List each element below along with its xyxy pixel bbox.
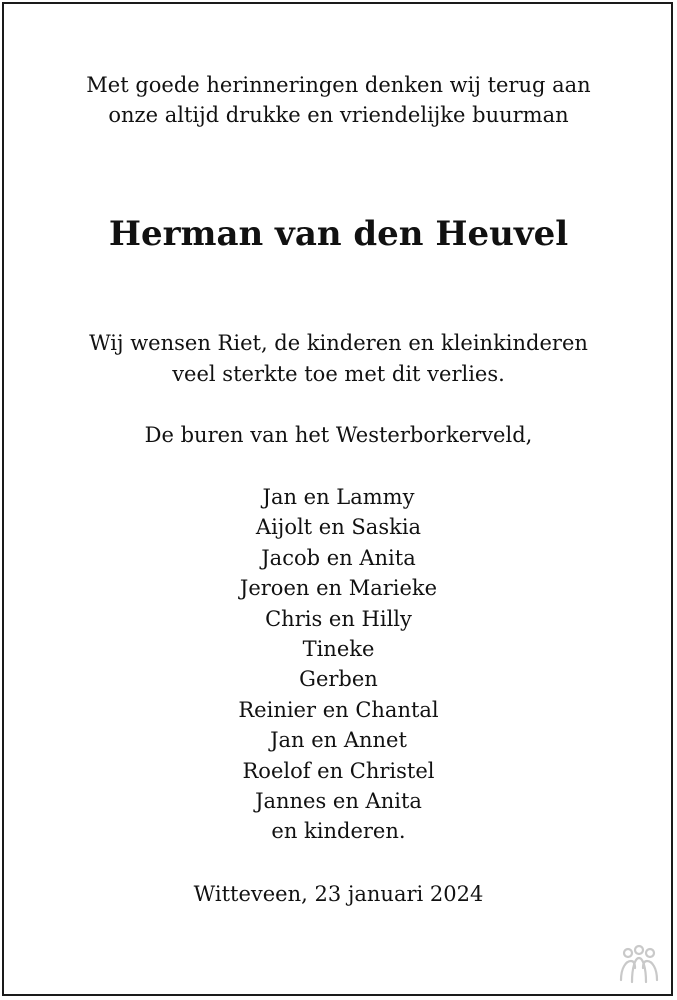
intro-line-2: onze altijd drukke en vriendelijke buurman	[108, 103, 569, 127]
neighbour-name: Jeroen en Marieke	[239, 576, 438, 601]
neighbour-name: Roelof en Christel	[242, 758, 435, 783]
neighbour-name: Jan en Lammy	[262, 485, 415, 509]
wishes-line-1: Wij wensen Riet, de kinderen en kleinkinderen	[89, 331, 588, 355]
neighbour-closing: en kinderen.	[271, 819, 406, 844]
neighbour-name: Chris en Hilly	[265, 606, 412, 631]
wishes-line-2: veel sterkte toe met dit verlies.	[172, 362, 505, 386]
neighbour-name: Tineke	[302, 636, 375, 661]
neighbour-name: Gerben	[299, 667, 378, 692]
neighbour-name: Reinier en Chantal	[238, 697, 439, 722]
neighbour-name: Aijolt en Saskia	[255, 515, 422, 540]
neighbours-list	[0, 482, 677, 847]
signoff: De buren van het Westerborkerveld,	[144, 423, 533, 447]
neighbour-name: Jan en Annet	[270, 728, 407, 753]
people-group-icon	[617, 944, 661, 986]
neighbour-name: Jacob en Anita	[261, 545, 416, 570]
intro-line-1: Met goede herinneringen denken wij terug aan	[86, 73, 591, 97]
place-date: Witteveen, 23 januari 2024	[193, 882, 484, 906]
neighbour-name: Jannes en Anita	[255, 788, 422, 813]
deceased-name: Herman van den Heuvel	[108, 214, 569, 254]
